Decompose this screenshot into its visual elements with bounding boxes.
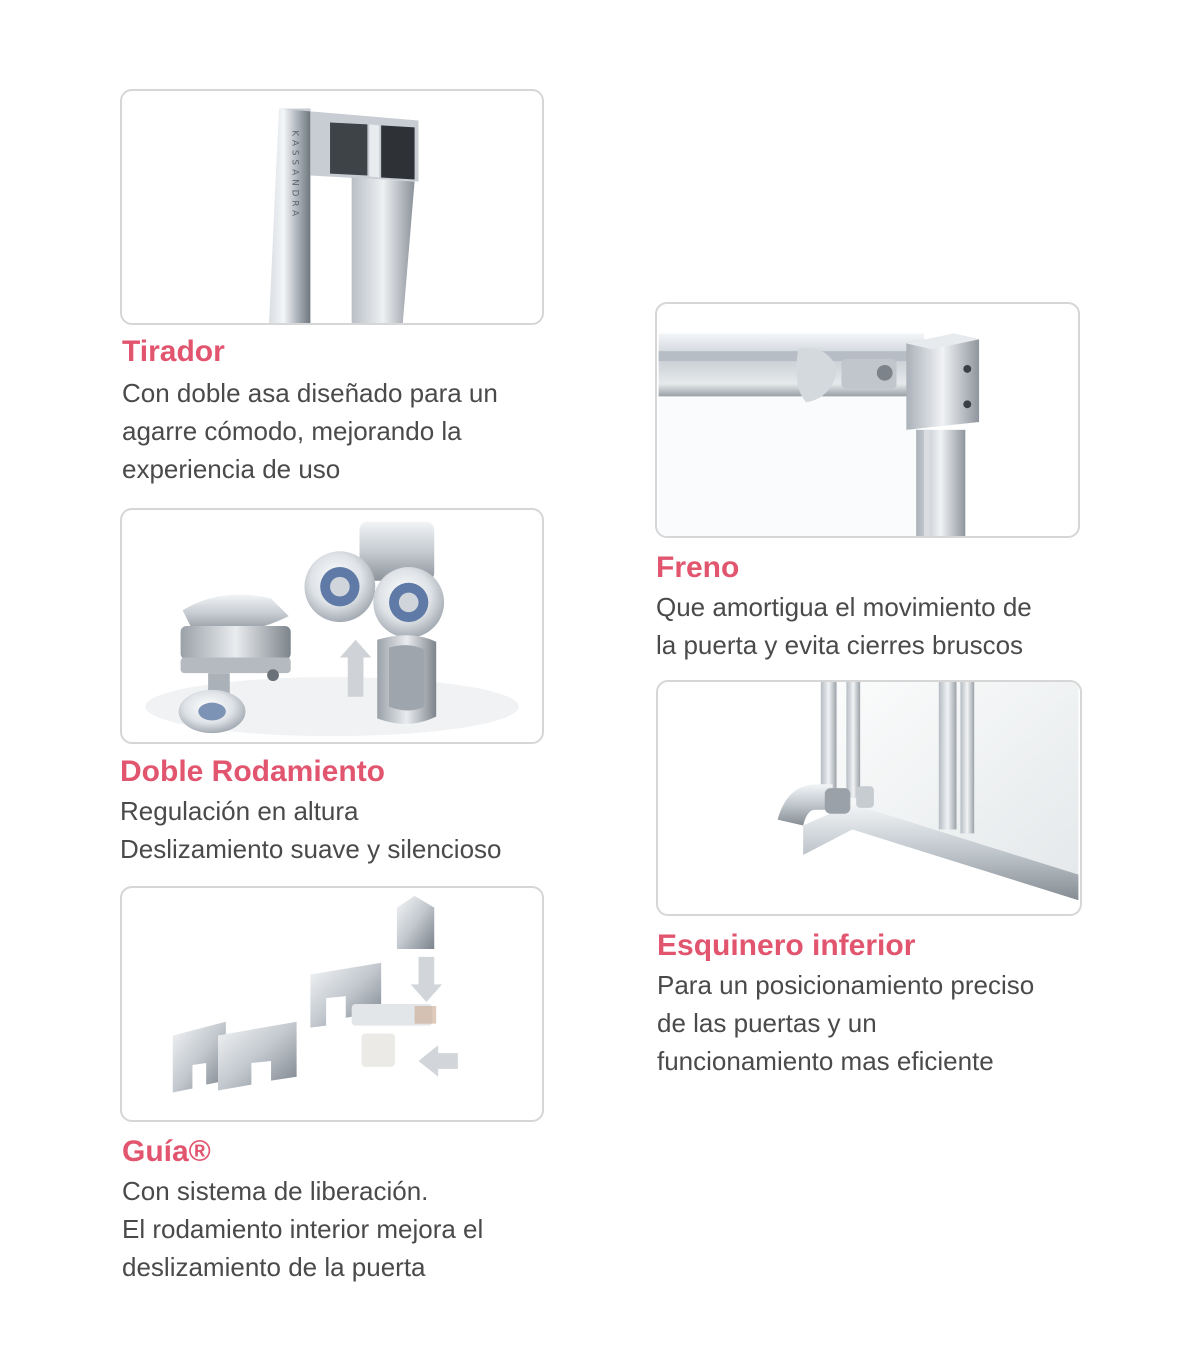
image-card-doble-rodamiento bbox=[120, 508, 544, 744]
feature-desc-line: Deslizamiento suave y silencioso bbox=[120, 834, 502, 864]
image-card-guia bbox=[120, 886, 544, 1122]
feature-title: Freno bbox=[656, 551, 740, 584]
feature-desc-line: Con doble asa diseñado para un bbox=[122, 378, 498, 408]
feature-desc-line: funcionamiento mas eficiente bbox=[657, 1046, 994, 1076]
feature-title: Esquinero inferior bbox=[657, 929, 916, 962]
feature-desc-line: agarre cómodo, mejorando la bbox=[122, 416, 462, 446]
feature-desc-line: de las puertas y un bbox=[657, 1008, 877, 1038]
feature-tirador bbox=[122, 334, 542, 488]
image-card-freno bbox=[655, 302, 1080, 538]
feature-desc-line: la puerta y evita cierres bruscos bbox=[656, 630, 1024, 660]
feature-desc-line: El rodamiento interior mejora el bbox=[122, 1214, 484, 1244]
feature-desc-line: Para un posicionamiento preciso bbox=[657, 970, 1035, 1000]
brand-engraving: KASSANDRA bbox=[289, 130, 300, 221]
feature-guia bbox=[122, 1134, 542, 1286]
image-card-tirador bbox=[120, 89, 544, 325]
feature-esquinero-inferior bbox=[657, 928, 1087, 1080]
feature-title: Tirador bbox=[122, 335, 225, 368]
guide-image bbox=[122, 888, 542, 1120]
feature-desc-line: Que amortigua el movimiento de bbox=[656, 592, 1032, 622]
image-card-esquinero-inferior bbox=[656, 680, 1082, 916]
feature-desc-line: Con sistema de liberación. bbox=[122, 1176, 429, 1206]
handle-image bbox=[122, 91, 542, 323]
rollers-image bbox=[122, 510, 542, 742]
feature-title: Guía® bbox=[122, 1135, 211, 1168]
feature-desc-line: deslizamiento de la puerta bbox=[122, 1252, 426, 1282]
feature-title: Doble Rodamiento bbox=[120, 755, 386, 788]
feature-doble-rodamiento bbox=[120, 754, 550, 868]
feature-desc-line: experiencia de uso bbox=[122, 454, 341, 484]
brake-image bbox=[657, 304, 1078, 536]
feature-freno bbox=[656, 550, 1086, 664]
feature-desc-line: Regulación en altura bbox=[120, 796, 359, 826]
corner-image bbox=[658, 682, 1080, 914]
